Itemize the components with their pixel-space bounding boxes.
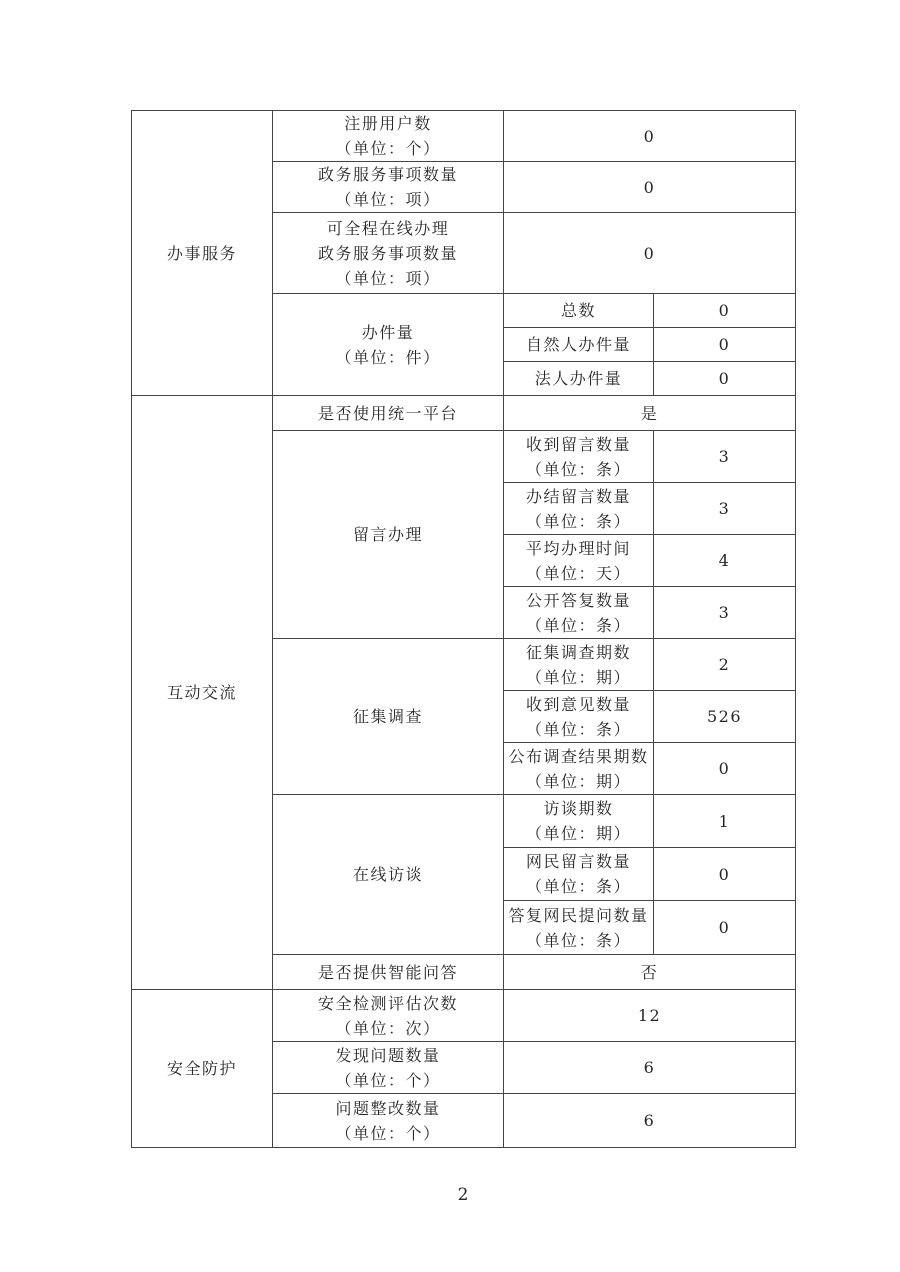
subrow-label-natural-person: 自然人办件量 bbox=[504, 328, 654, 362]
row-value-service-items: 0 bbox=[504, 162, 796, 213]
section-category-label: 办事服务 bbox=[166, 243, 237, 263]
subrow-value-average-handling-time: 4 bbox=[654, 535, 796, 587]
row-label-full-online-items: 可全程在线办理 政务服务事项数量 （单位：项） bbox=[273, 213, 504, 294]
row-label-problems-found: 发现问题数量 （单位：个） bbox=[273, 1042, 504, 1094]
subrow-label-interview-periods: 访谈期数 （单位：期） bbox=[504, 795, 654, 848]
section-category-label: 安全防护 bbox=[166, 1059, 237, 1078]
subrow-value-messages-received: 3 bbox=[654, 431, 796, 483]
subrow-label-survey-periods: 征集调查期数 （单位：期） bbox=[504, 639, 654, 691]
subrow-label-public-replies: 公开答复数量 （单位：条） bbox=[504, 587, 654, 639]
subrow-value-public-replies: 3 bbox=[654, 587, 796, 639]
subrow-label-questions-answered: 答复网民提问数量 （单位：条） bbox=[504, 901, 654, 955]
subrow-label-opinions-received: 收到意见数量 （单位：条） bbox=[504, 691, 654, 743]
section-category-label: 互动交流 bbox=[166, 683, 237, 702]
report-table bbox=[131, 110, 796, 1148]
row-label-problems-fixed: 问题整改数量 （单位：个） bbox=[273, 1094, 504, 1148]
subrow-value-total: 0 bbox=[654, 294, 796, 328]
row-label-registered-users: 注册用户数 （单位：个） bbox=[273, 111, 504, 162]
row-value-full-online-items: 0 bbox=[504, 213, 796, 294]
subrow-value-messages-resolved: 3 bbox=[654, 483, 796, 535]
row-value-registered-users: 0 bbox=[504, 111, 796, 162]
group-label-online-interview: 在线访谈 bbox=[273, 795, 504, 955]
subrow-value-natural-person: 0 bbox=[654, 328, 796, 362]
row-value-smart-qa: 否 bbox=[504, 955, 796, 990]
subrow-value-results-published: 0 bbox=[654, 743, 796, 795]
page-number: 2 bbox=[457, 1185, 469, 1205]
subrow-value-interview-periods: 1 bbox=[654, 795, 796, 848]
section-category-security bbox=[132, 990, 273, 1148]
subrow-label-messages-resolved: 办结留言数量 （单位：条） bbox=[504, 483, 654, 535]
subrow-label-netizen-messages: 网民留言数量 （单位：条） bbox=[504, 848, 654, 901]
subrow-value-legal-person: 0 bbox=[654, 362, 796, 396]
subrow-label-results-published: 公布调查结果期数 （单位：期） bbox=[504, 743, 654, 795]
row-value-problems-fixed: 6 bbox=[504, 1094, 796, 1148]
subrow-value-opinions-received: 526 bbox=[654, 691, 796, 743]
row-label-smart-qa: 是否提供智能问答 bbox=[273, 955, 504, 990]
row-value-unified-platform: 是 bbox=[504, 396, 796, 431]
section-category-interaction bbox=[132, 396, 273, 990]
group-label-survey-collection: 征集调查 bbox=[273, 639, 504, 795]
subrow-value-survey-periods: 2 bbox=[654, 639, 796, 691]
row-label-security-assessments: 安全检测评估次数 （单位：次） bbox=[273, 990, 504, 1042]
subrow-label-messages-received: 收到留言数量 （单位：条） bbox=[504, 431, 654, 483]
subrow-label-legal-person: 法人办件量 bbox=[504, 362, 654, 396]
subrow-label-average-handling-time: 平均办理时间 （单位：天） bbox=[504, 535, 654, 587]
row-label-service-items: 政务服务事项数量 （单位：项） bbox=[273, 162, 504, 213]
subrow-value-questions-answered: 0 bbox=[654, 901, 796, 955]
subrow-value-netizen-messages: 0 bbox=[654, 848, 796, 901]
group-label-message-handling: 留言办理 bbox=[273, 431, 504, 639]
group-label-case-volume: 办件量 （单位：件） bbox=[273, 294, 504, 396]
row-value-problems-found: 6 bbox=[504, 1042, 796, 1094]
row-value-security-assessments: 12 bbox=[504, 990, 796, 1042]
subrow-label-total: 总数 bbox=[504, 294, 654, 328]
section-category-service bbox=[132, 111, 273, 396]
row-label-unified-platform: 是否使用统一平台 bbox=[273, 396, 504, 431]
